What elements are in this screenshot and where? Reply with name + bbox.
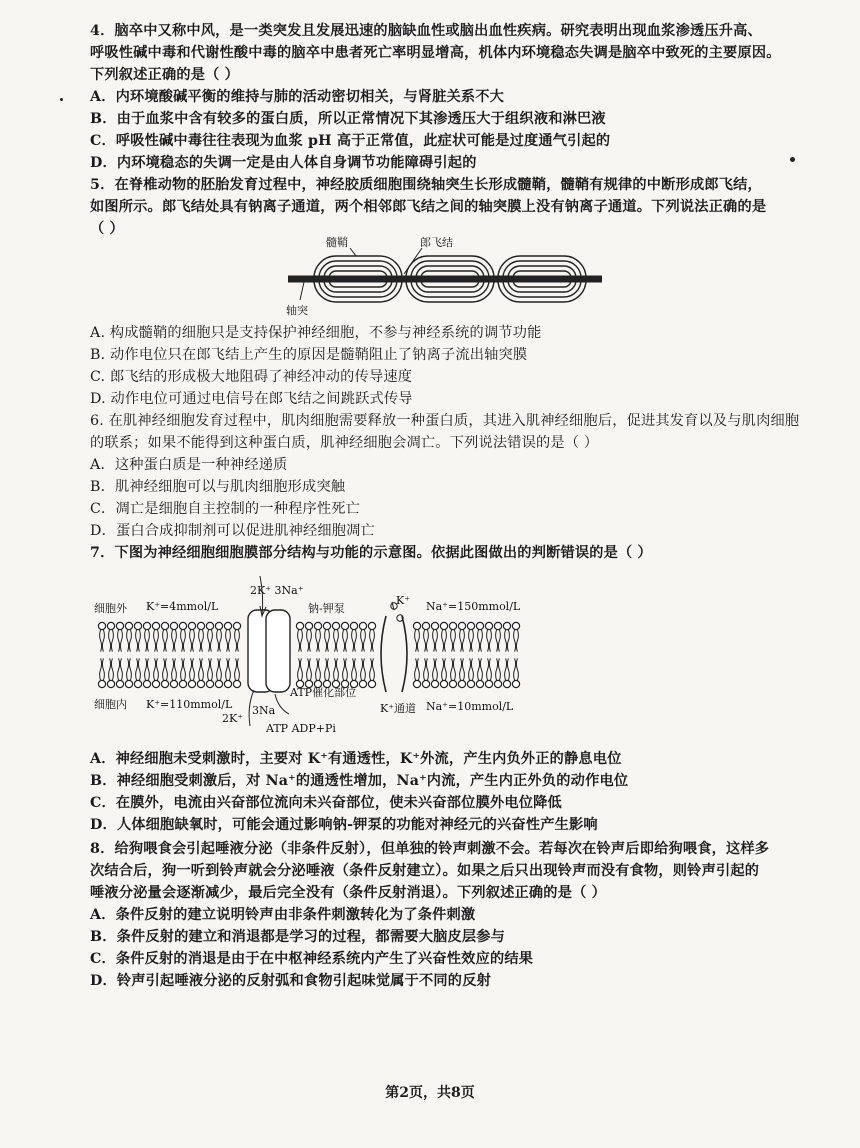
q4-option-d: D．内环境稳态的失调一定是由人体自身调节功能障碍引起的 [90, 155, 477, 171]
q6-stem-line-1: 6. 在肌神经细胞发育过程中，肌肉细胞需要释放一种蛋白质，其进入肌神经细胞后，促进其发育以及与肌肉细胞 [90, 413, 800, 429]
q5-stem-line-3: （ ） [90, 221, 124, 237]
atp-adp-label: ATP ADP+Pi [266, 722, 336, 735]
q4-option-b: B．由于血浆中含有较多的蛋白质，所以正常情况下其渗透压大于组织液和淋巴液 [90, 111, 606, 127]
q5-option-b: B. 动作电位只在郎飞结上产生的原因是髓鞘阻止了钠离子流出轴突膜 [90, 347, 528, 363]
myelin-label: 髓鞘 [326, 236, 348, 249]
axon-label: 轴突 [286, 304, 308, 317]
q4-option-c: C．呼吸性碱中毒往往表现为血浆 pH 高于正常值，此症状可能是过度通气引起的 [90, 133, 611, 149]
q4-stem-line-2: 呼吸性碱中毒和代谢性酸中毒的脑卒中患者死亡率明显增高，机体内环境稳态失调是脑卒中致死的主要原因。 [90, 45, 781, 61]
k-inside-label: K⁺=110mmol/L [146, 698, 233, 711]
myelin-figure [280, 234, 610, 320]
q8-stem-line-3: 唾液分泌量会逐渐减少，最后完全没有（条件反射消退）。下列叙述正确的是（ ） [90, 885, 606, 901]
q4-stem-line-1: 4．脑卒中又称中风，是一类突发且发展迅速的脑缺血性或脑出血性疾病。研究表明出现血浆渗透压升高、 [90, 23, 762, 39]
q4-option-a: A．内环境酸碱平衡的维持与肺的活动密切相关，与肾脏关系不大 [90, 89, 505, 105]
q7-option-a: A．神经细胞未受刺激时，主要对 K⁺有通透性，K⁺外流，产生内负外正的静息电位 [90, 751, 622, 767]
membrane-figure [90, 566, 530, 742]
na-inside-label: Na⁺=10mmol/L [426, 700, 514, 713]
q6-option-c: C．凋亡是细胞自主控制的一种程序性死亡 [90, 501, 361, 517]
membrane-diagram [90, 566, 530, 742]
q4-stem-line-3: 下列叙述正确的是（ ） [90, 67, 240, 83]
bottom-2k-label: 2K⁺ [222, 712, 244, 725]
q8-option-c: C．条件反射的消退是由于在中枢神经系统内产生了兴奋性效应的结果 [90, 951, 534, 967]
q7-option-b: B．神经细胞受刺激后，对 Na⁺的通透性增加，Na⁺内流，产生内正外负的动作电位 [90, 773, 629, 789]
q8-option-a: A．条件反射的建立说明铃声由非条件刺激转化为了条件刺激 [90, 907, 476, 923]
outside-cell-label: 细胞外 [94, 602, 127, 615]
q6-option-a: A．这种蛋白质是一种神经递质 [90, 457, 288, 473]
q8-stem-line-2: 次结合后，狗一听到铃声就会分泌唾液（条件反射建立）。如果之后只出现铃声而没有食物，则铃声引起的 [90, 863, 760, 879]
q8-option-b: B．条件反射的建立和消退都是学习的过程，都需要大脑皮层参与 [90, 929, 506, 945]
bottom-3na-label: 3Na [252, 704, 276, 717]
q7-option-d: D．人体细胞缺氧时，可能会通过影响钠-钾泵的功能对神经元的兴奋性产生影响 [90, 817, 598, 833]
q7-stem-line-1: 7．下图为神经细胞细胞膜部分结构与功能的示意图。依据此图做出的判断错误的是（ ） [90, 545, 652, 561]
inside-cell-label: 细胞内 [94, 698, 127, 711]
q7-option-c: C．在膜外，电流由兴奋部位流向未兴奋部位，使未兴奋部位膜外电位降低 [90, 795, 562, 811]
k-outside-label: K⁺=4mmol/L [146, 600, 219, 613]
k-channel-label: K⁺通道 [380, 702, 417, 715]
node-of-ranvier-label: 郎飞结 [420, 236, 453, 249]
atp-site-label: ATP催化部位 [290, 686, 357, 699]
pump-top-ions-label: 2K⁺ 3Na⁺ [250, 584, 304, 597]
pump-label: 钠-钾泵 [308, 602, 345, 615]
q5-stem-line-2: 如图所示。郎飞结处具有钠离子通道，两个相邻郎飞结之间的轴突膜上没有钠离子通道。下列说法正确的是 [90, 199, 767, 215]
q6-stem-line-2: 的联系；如果不能得到这种蛋白质，肌神经细胞会凋亡。下列说法错误的是（ ） [90, 435, 599, 451]
q5-option-a: A. 构成髓鞘的细胞只是支持保护神经细胞，不参与神经系统的调节功能 [90, 325, 542, 341]
scan-speck [790, 157, 795, 162]
q8-option-d: D．铃声引起唾液分泌的反射弧和食物引起味觉属于不同的反射 [90, 973, 491, 989]
q5-stem-line-1: 5．在脊椎动物的胚胎发育过程中，神经胶质细胞围绕轴突生长形成髓鞘，髓鞘有规律的中断形成郎飞结， [90, 177, 762, 193]
q5-option-c: C. 郎飞结的形成极大地阻碍了神经冲动的传导速度 [90, 369, 413, 385]
page-footer: 第2页，共8页 [385, 1085, 475, 1101]
q6-option-d: D．蛋白合成抑制剂可以促进肌神经细胞凋亡 [90, 523, 375, 539]
k-ion-label: K⁺ [396, 594, 411, 607]
q5-option-d: D. 动作电位可通过电信号在郎飞结之间跳跃式传导 [90, 391, 413, 407]
q8-stem-line-1: 8．给狗喂食会引起唾液分泌（非条件反射），但单独的铃声刺激不会。若每次在铃声后即给狗喂食，这样多 [90, 841, 770, 857]
na-outside-label: Na⁺=150mmol/L [426, 600, 521, 613]
q6-option-b: B．肌神经细胞可以与肌肉细胞形成突触 [90, 479, 346, 495]
scan-speck [60, 98, 63, 101]
